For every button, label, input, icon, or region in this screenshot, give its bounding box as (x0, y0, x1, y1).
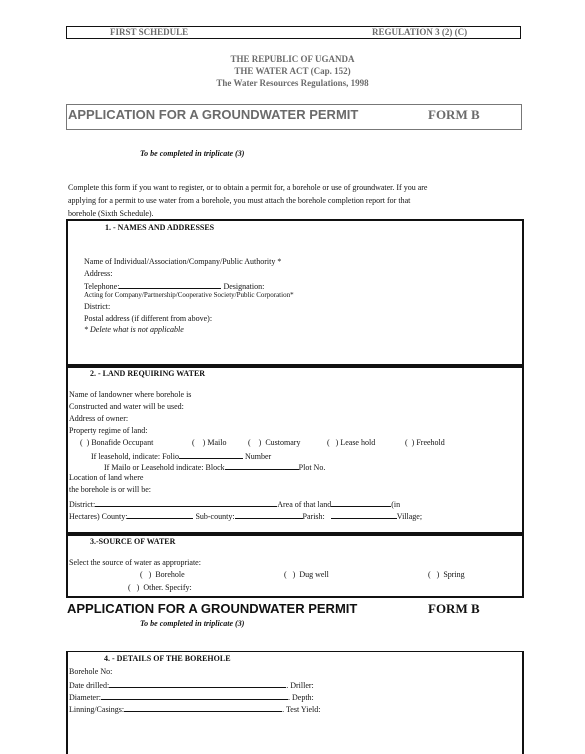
folio-blank[interactable] (179, 450, 243, 459)
intro-line-1: Complete this form if you want to register, or to obtain a permit for, a borehole or use of groundwater. If you are (68, 183, 428, 192)
postal-address-label[interactable]: Postal address (if different from above): (84, 314, 213, 323)
location-label-2: the borehole is or will be: (69, 485, 151, 494)
parish-blank[interactable] (331, 510, 397, 519)
option-bonafide[interactable]: ( ) Bonafide Occupant (80, 438, 154, 447)
casings-blank[interactable] (124, 703, 282, 712)
leasehold-folio-field[interactable]: If leasehold, indicate: Folio Number (91, 452, 272, 461)
district-field-label[interactable]: District: (84, 302, 111, 311)
block-blank[interactable] (225, 461, 299, 470)
option-dug-well[interactable]: ( ) Dug well (284, 570, 329, 579)
telephone-blank[interactable] (119, 280, 221, 289)
schedule-label: FIRST SCHEDULE (110, 27, 189, 37)
section3-heading: 3.-SOURCE OF WATER (90, 537, 176, 546)
section4-heading: 4. - DETAILS OF THE BOREHOLE (104, 654, 231, 663)
diameter-field[interactable]: Diameter: . Depth: (69, 693, 314, 702)
act-title: THE WATER ACT (Cap. 152) (234, 66, 351, 76)
subcounty-blank[interactable] (235, 510, 303, 519)
name-field-label[interactable]: Name of Individual/Association/Company/Public Authority * (84, 257, 282, 266)
delete-note: * Delete what is not applicable (84, 325, 184, 334)
county-blank[interactable] (127, 510, 193, 519)
property-regime-label: Property regime of land: (69, 426, 148, 435)
acting-for-label[interactable]: Acting for Company/Partnership/Cooperative Society/Public Corporation* (84, 291, 294, 299)
regulation-label: REGULATION 3 (2) (C) (372, 27, 468, 37)
section1-heading: 1. - NAMES AND ADDRESSES (105, 223, 215, 232)
diameter-blank[interactable] (101, 691, 288, 700)
option-other[interactable]: ( ) Other. Specify: (128, 583, 192, 592)
designation-label: Designation: (223, 282, 265, 291)
mailo-block-field[interactable]: If Mailo or Leasehold indicate: Block Plot No. (104, 463, 326, 472)
option-leasehold[interactable]: ( ) Lease hold (327, 438, 376, 447)
form-title-repeat: APPLICATION FOR A GROUNDWATER PERMIT (67, 601, 358, 616)
location-label-1: Location of land where (69, 473, 144, 482)
form-label: FORM B (428, 107, 480, 122)
intro-line-2: applying for a permit to use water from a borehole, you must attach the borehole completion report for that (68, 196, 411, 205)
county-field[interactable]: Hectares) County: Sub-county: Parish: Village; (69, 512, 423, 521)
regulations-title: The Water Resources Regulations, 1998 (216, 78, 369, 88)
district-blank[interactable] (95, 498, 277, 507)
intro-line-3: borehole (Sixth Schedule). (68, 209, 154, 218)
option-freehold[interactable]: ( ) Freehold (405, 438, 445, 447)
borehole-no-label[interactable]: Borehole No: (69, 667, 113, 676)
section2-heading: 2. - LAND REQUIRING WATER (90, 369, 206, 378)
landowner-label-2: Constructed and water will be used: (69, 402, 184, 411)
area-blank[interactable] (331, 498, 391, 507)
option-spring[interactable]: ( ) Spring (428, 570, 465, 579)
casings-field[interactable]: Linning/Casings: . Test Yield: (69, 705, 321, 714)
option-mailo[interactable]: ( ) Mailo (192, 438, 227, 447)
owner-address-label[interactable]: Address of owner: (69, 414, 129, 423)
address-field-label[interactable]: Address: (84, 269, 113, 278)
republic-title: THE REPUBLIC OF UGANDA (230, 54, 355, 64)
date-drilled-field[interactable]: Date drilled: . Driller: (69, 681, 314, 690)
landowner-label-1[interactable]: Name of landowner where borehole is (69, 390, 192, 399)
telephone-label: Telephone: (84, 282, 120, 291)
form-title: APPLICATION FOR A GROUNDWATER PERMIT (68, 107, 359, 122)
triplicate-note-repeat: To be completed in triplicate (3) (140, 619, 245, 628)
date-drilled-blank[interactable] (109, 679, 286, 688)
select-source-label: Select the source of water as appropriate: (69, 558, 201, 567)
form-label-repeat: FORM B (428, 601, 480, 616)
option-borehole[interactable]: ( ) Borehole (140, 570, 185, 579)
option-customary[interactable]: ( ) Customary (248, 438, 301, 447)
telephone-field[interactable] (84, 280, 264, 291)
district-area-field[interactable]: District: Area of that land (in (69, 500, 401, 509)
triplicate-note: To be completed in triplicate (3) (140, 149, 245, 158)
